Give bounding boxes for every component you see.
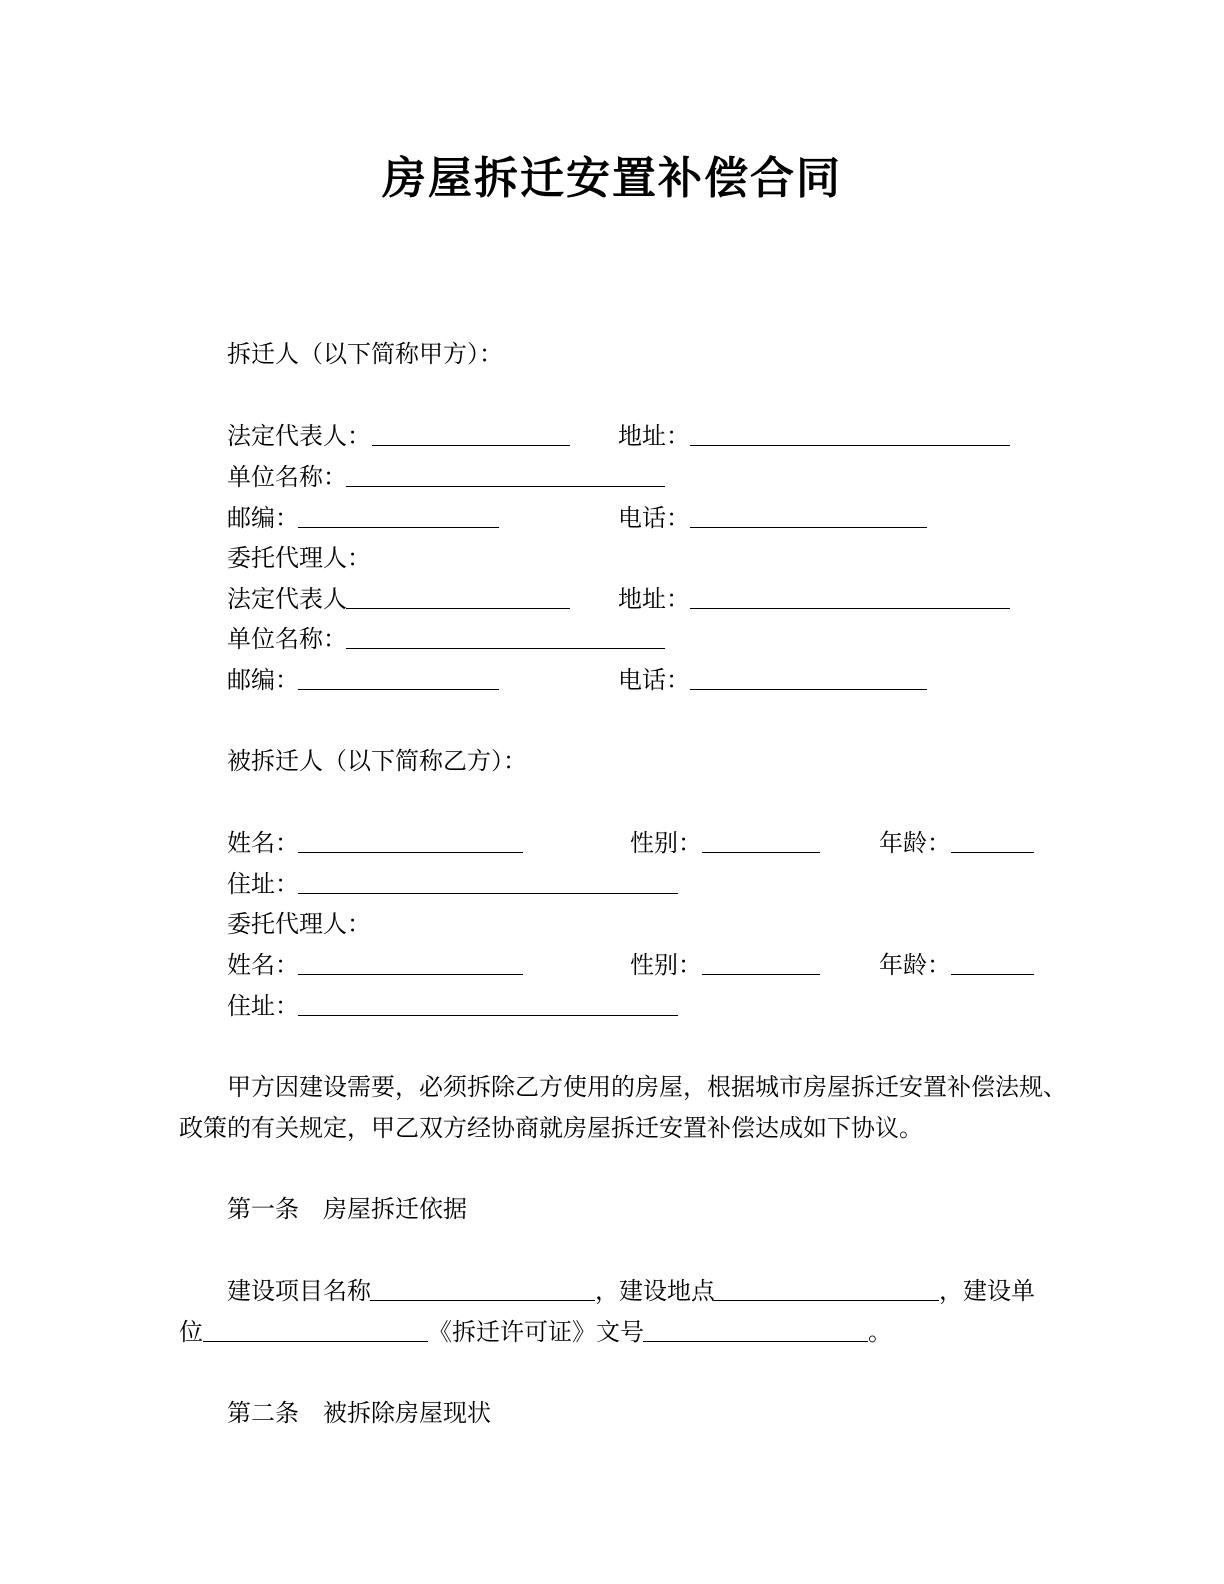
name-field[interactable] [298, 852, 523, 853]
party-b-heading: 被拆迁人（以下简称乙方）： [227, 747, 527, 775]
construction-unit-field[interactable] [203, 1341, 428, 1342]
site-field[interactable] [714, 1300, 939, 1301]
article-2-heading: 第二条 被拆除房屋现状 [227, 1399, 491, 1427]
address-label: 地址： [618, 422, 690, 450]
gender-field[interactable] [702, 852, 820, 853]
agent-residence-label: 住址： [227, 992, 299, 1020]
agent-address-field[interactable] [690, 608, 1010, 609]
end-mark: 。 [868, 1318, 892, 1346]
agent-legal-rep-label: 法定代表人 [227, 585, 347, 613]
preamble-line-1: 甲方因建设需要，必须拆除乙方使用的房屋，根据城市房屋拆迁安置补偿法规、 [227, 1073, 1067, 1101]
residence-field[interactable] [298, 893, 678, 894]
agent-unit-name-field[interactable] [346, 648, 665, 649]
agent-phone-label: 电话： [618, 666, 690, 694]
legal-rep-field[interactable] [372, 445, 570, 446]
residence-label: 住址： [227, 870, 299, 898]
project-name-field[interactable] [370, 1300, 595, 1301]
site-label: ，建设地点 [595, 1277, 715, 1305]
document-title: 房屋拆迁安置补偿合同 [382, 153, 842, 204]
age-label: 年龄： [879, 829, 951, 857]
agent-name-field[interactable] [298, 974, 523, 975]
agent-legal-rep-field[interactable] [346, 608, 570, 609]
agent-name-label: 姓名： [227, 951, 299, 979]
name-label: 姓名： [227, 829, 299, 857]
agent-postcode-label: 邮编： [227, 666, 299, 694]
agent-age-field[interactable] [951, 974, 1034, 975]
agent-unit-name-label: 单位名称： [227, 625, 347, 653]
article-1-heading: 第一条 房屋拆迁依据 [227, 1195, 467, 1223]
unit-label-part-1: ，建设单 [939, 1277, 1035, 1305]
address-field[interactable] [690, 445, 1010, 446]
agent-phone-field[interactable] [690, 689, 927, 690]
postcode-label: 邮编： [227, 504, 299, 532]
unit-label-part-2: 位 [179, 1318, 203, 1346]
preamble-line-2: 政策的有关规定，甲乙双方经协商就房屋拆迁安置补偿达成如下协议。 [179, 1114, 923, 1142]
unit-name-field[interactable] [346, 486, 665, 487]
party-b-agent-heading: 委托代理人： [227, 910, 371, 938]
permit-label: 《拆迁许可证》文号 [428, 1318, 644, 1346]
party-a-heading: 拆迁人（以下简称甲方）： [227, 340, 503, 368]
agent-postcode-field[interactable] [298, 689, 499, 690]
age-field[interactable] [951, 852, 1034, 853]
project-name-label: 建设项目名称 [227, 1277, 371, 1305]
party-a-agent-heading: 委托代理人： [227, 544, 371, 572]
unit-name-label: 单位名称： [227, 463, 347, 491]
phone-field[interactable] [690, 527, 927, 528]
agent-gender-label: 性别： [630, 951, 702, 979]
agent-address-label: 地址： [618, 585, 690, 613]
phone-label: 电话： [618, 504, 690, 532]
legal-rep-label: 法定代表人： [227, 422, 371, 450]
postcode-field[interactable] [298, 527, 499, 528]
agent-age-label: 年龄： [879, 951, 951, 979]
agent-residence-field[interactable] [298, 1015, 678, 1016]
gender-label: 性别： [630, 829, 702, 857]
permit-number-field[interactable] [643, 1341, 868, 1342]
agent-gender-field[interactable] [702, 974, 820, 975]
